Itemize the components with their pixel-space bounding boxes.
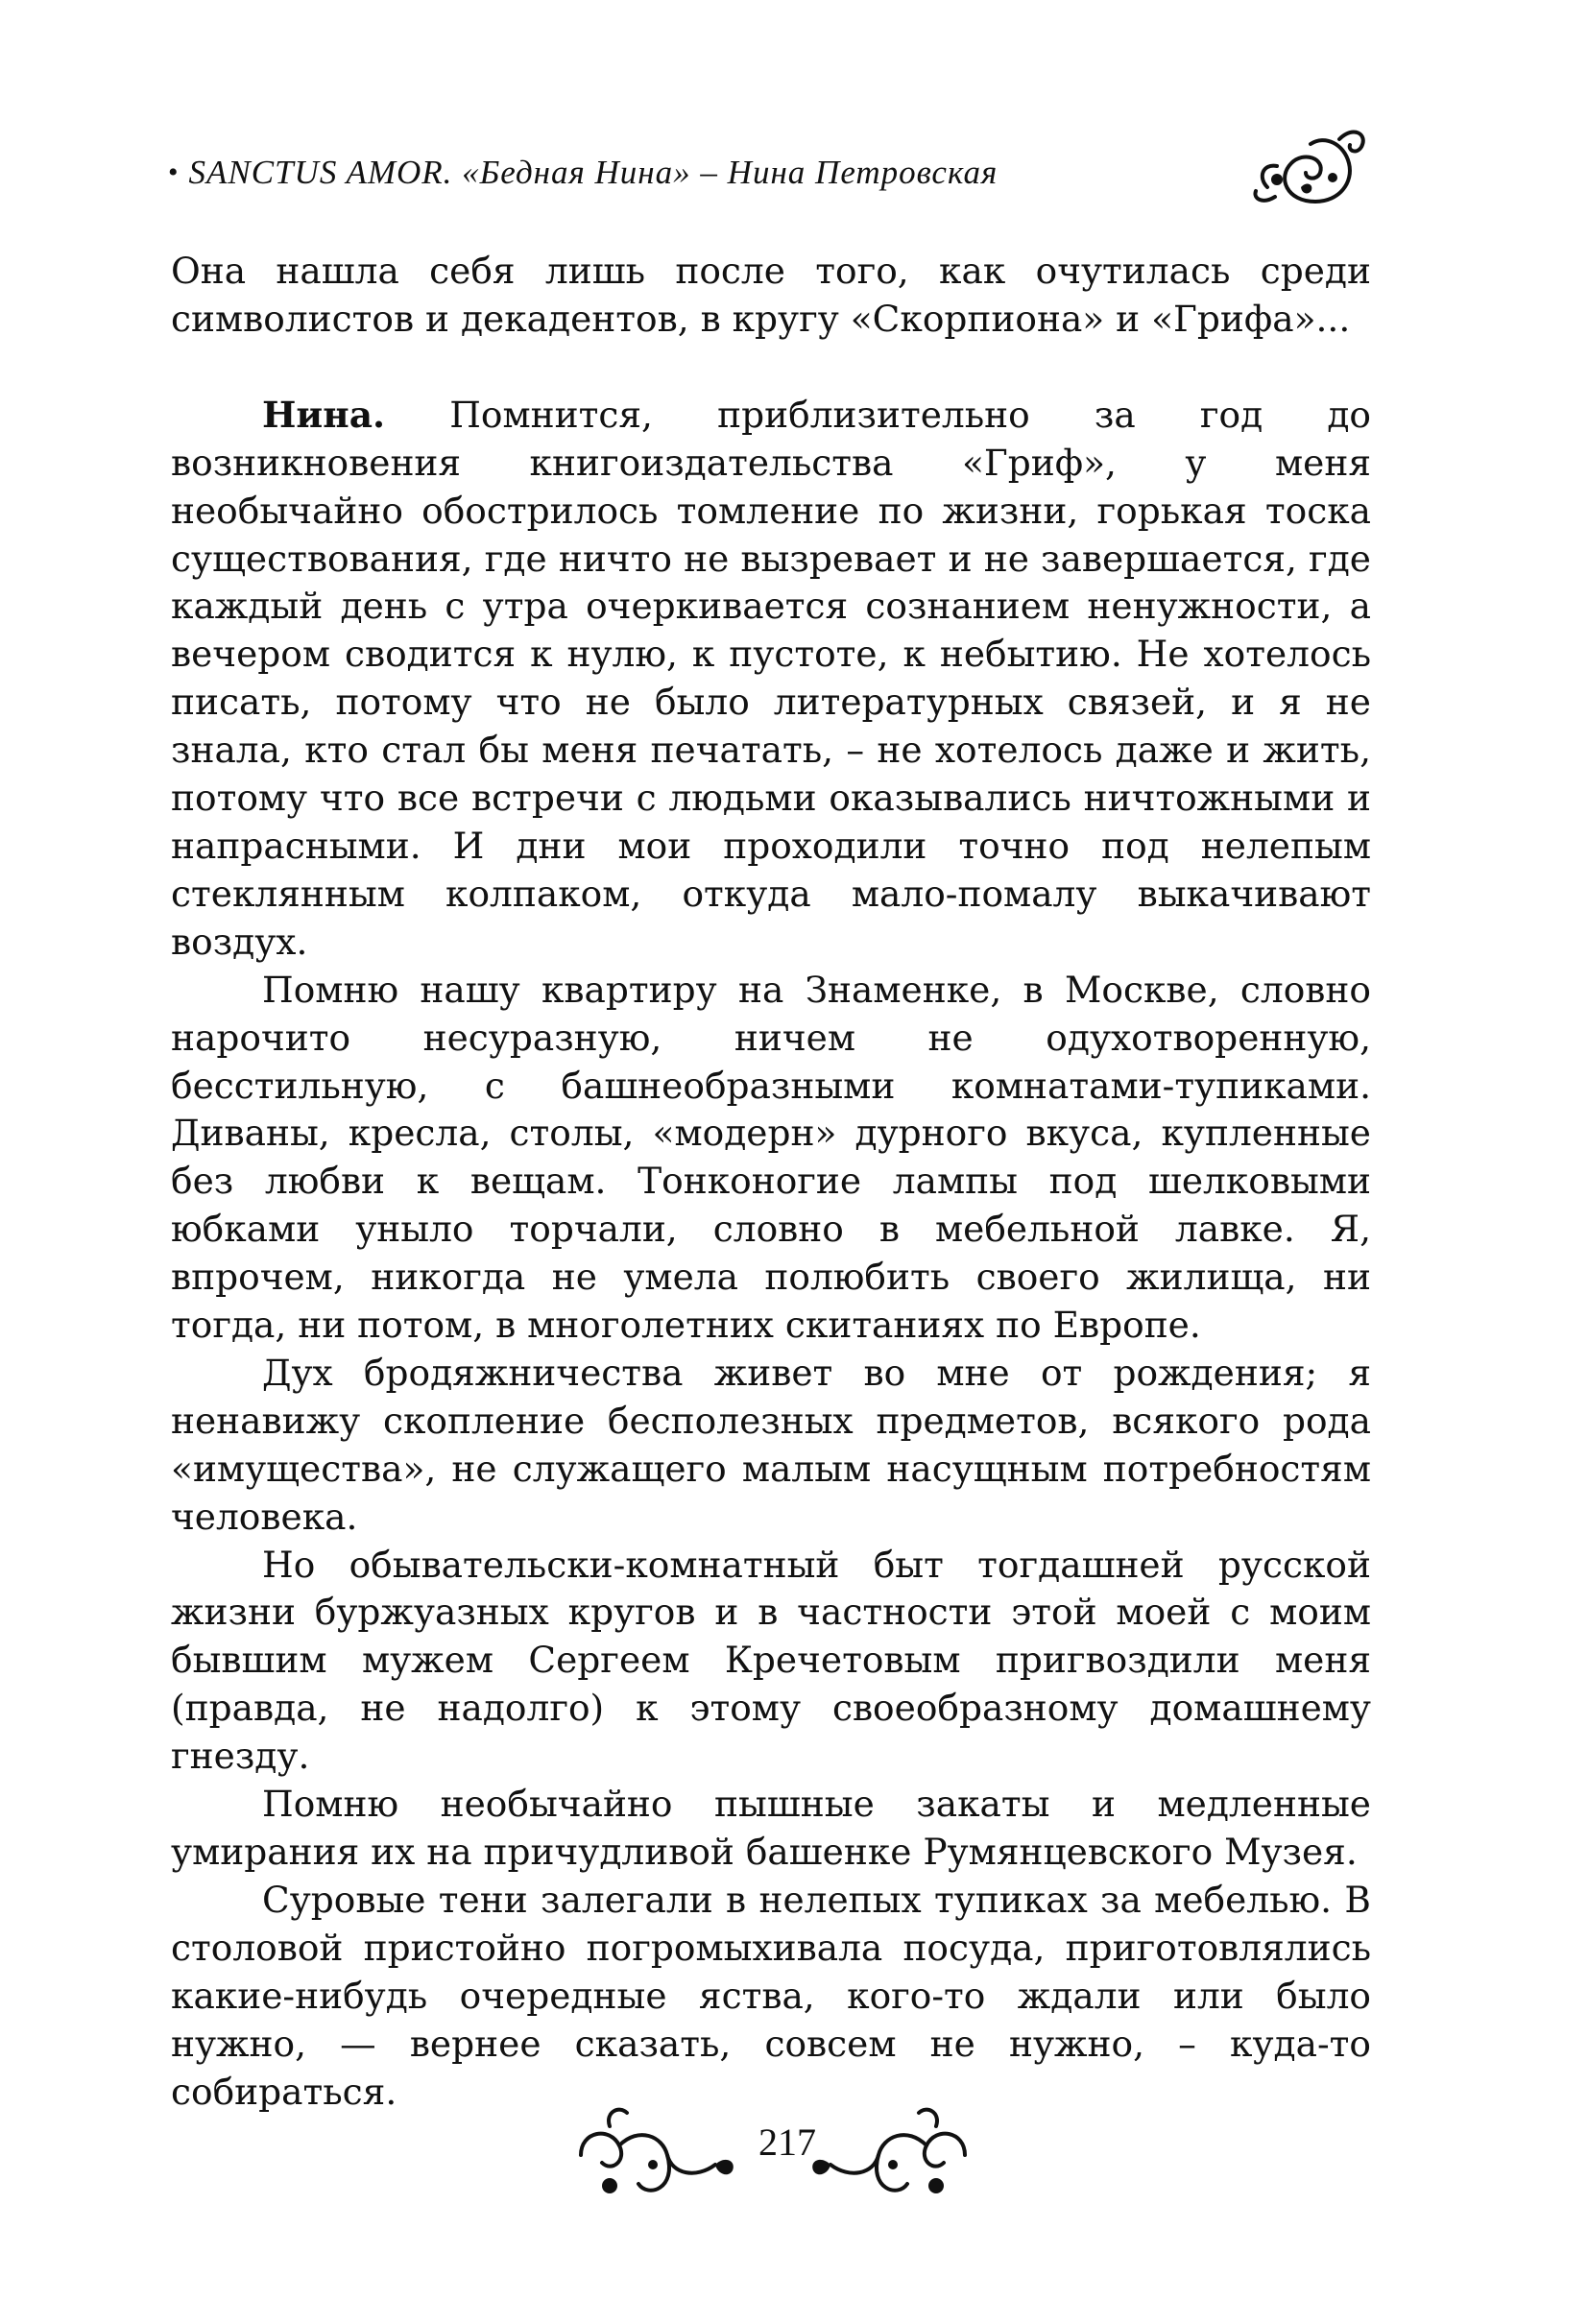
paragraph	[171, 1877, 1371, 2117]
paragraph	[171, 967, 1371, 1350]
paragraph-text: Но обывательски-комнатный быт тогдашней русской жизни буржуазных кругов и в частности этой моей с моим бывшим мужем Сергеем Кречетовым пригвоздили меня (правда, не надолго) к этому своеобразному домашнему гнезду.	[171, 1543, 1371, 1778]
paragraph-text: Дух бродяжничества живет во мне от рождения; я ненавижу скопление бесполезных предметов, всякого рода «имущества», не служащего малым насущным потребностям человека.	[171, 1351, 1371, 1538]
header-bullet: •	[168, 156, 180, 188]
paragraph-text: Помнится, приблизительно за год до возникновения книгоиздательства «Гриф», у меня необычайно обострилось томление по жизни, горькая тоска существования, где ничто не вызревает и не завершается, где каждый день с утра очеркивается сознанием ненужности, а вечером сводится к нулю, к пустоте, к небытию. Не хотелось писать, потому что не было литературных связей, и я не знала, кто стал бы меня печатать, – не хотелось даже и жить, потому что все встречи с людьми оказывались ничтожными и напрасными. И дни мои проходили точно под нелепым стеклянным колпаком, откуда мало-помалу выкачивают воздух.	[171, 393, 1371, 963]
paragraph	[171, 1542, 1371, 1782]
paragraph	[171, 392, 1371, 967]
speaker-name: Нина.	[262, 393, 386, 436]
paragraph-text: Помню необычайно пышные закаты и медленные умирания их на причудливой башенке Румянцевского Музея.	[171, 1783, 1371, 1873]
floral-ornament-icon	[1248, 120, 1373, 216]
paragraph	[171, 1781, 1371, 1877]
paragraph-text: Суровые тени залегали в нелепых тупиках за мебелью. В столовой пристойно погромыхивала посуда, приготовлялись какие-нибудь очередные яства, кого-то ждали или было нужно, — вернее сказать, совсем не нужно, – куда-то собираться.	[171, 1878, 1371, 2113]
running-header-title: SANCTUS AMOR. «Бедная Нина» – Нина Петровская	[188, 154, 999, 191]
body-text	[171, 248, 1371, 2116]
paragraph-text: Помню нашу квартиру на Знаменке, в Москве, словно нарочито несуразную, ничем не одухотворенную, бесстильную, с башнеобразными комнатами-тупиками. Диваны, кресла, столы, «модерн» дурного вкуса, купленные без любви к вещам. Тонконогие лампы под шелковыми юбками уныло торчали, словно в мебельной лавке. Я, впрочем, никогда не умела полюбить своего жилища, ни тогда, ни потом, в многолетних скитаниях по Европе.	[171, 968, 1371, 1347]
paragraph	[171, 248, 1371, 344]
paragraph-text: Она нашла себя лишь после того, как очутилась среди символистов и декадентов, в кругу «Скорпиона» и «Грифа»...	[171, 250, 1371, 340]
page-number: 217	[758, 2120, 816, 2164]
running-header	[168, 154, 998, 192]
paragraph	[171, 1350, 1371, 1542]
